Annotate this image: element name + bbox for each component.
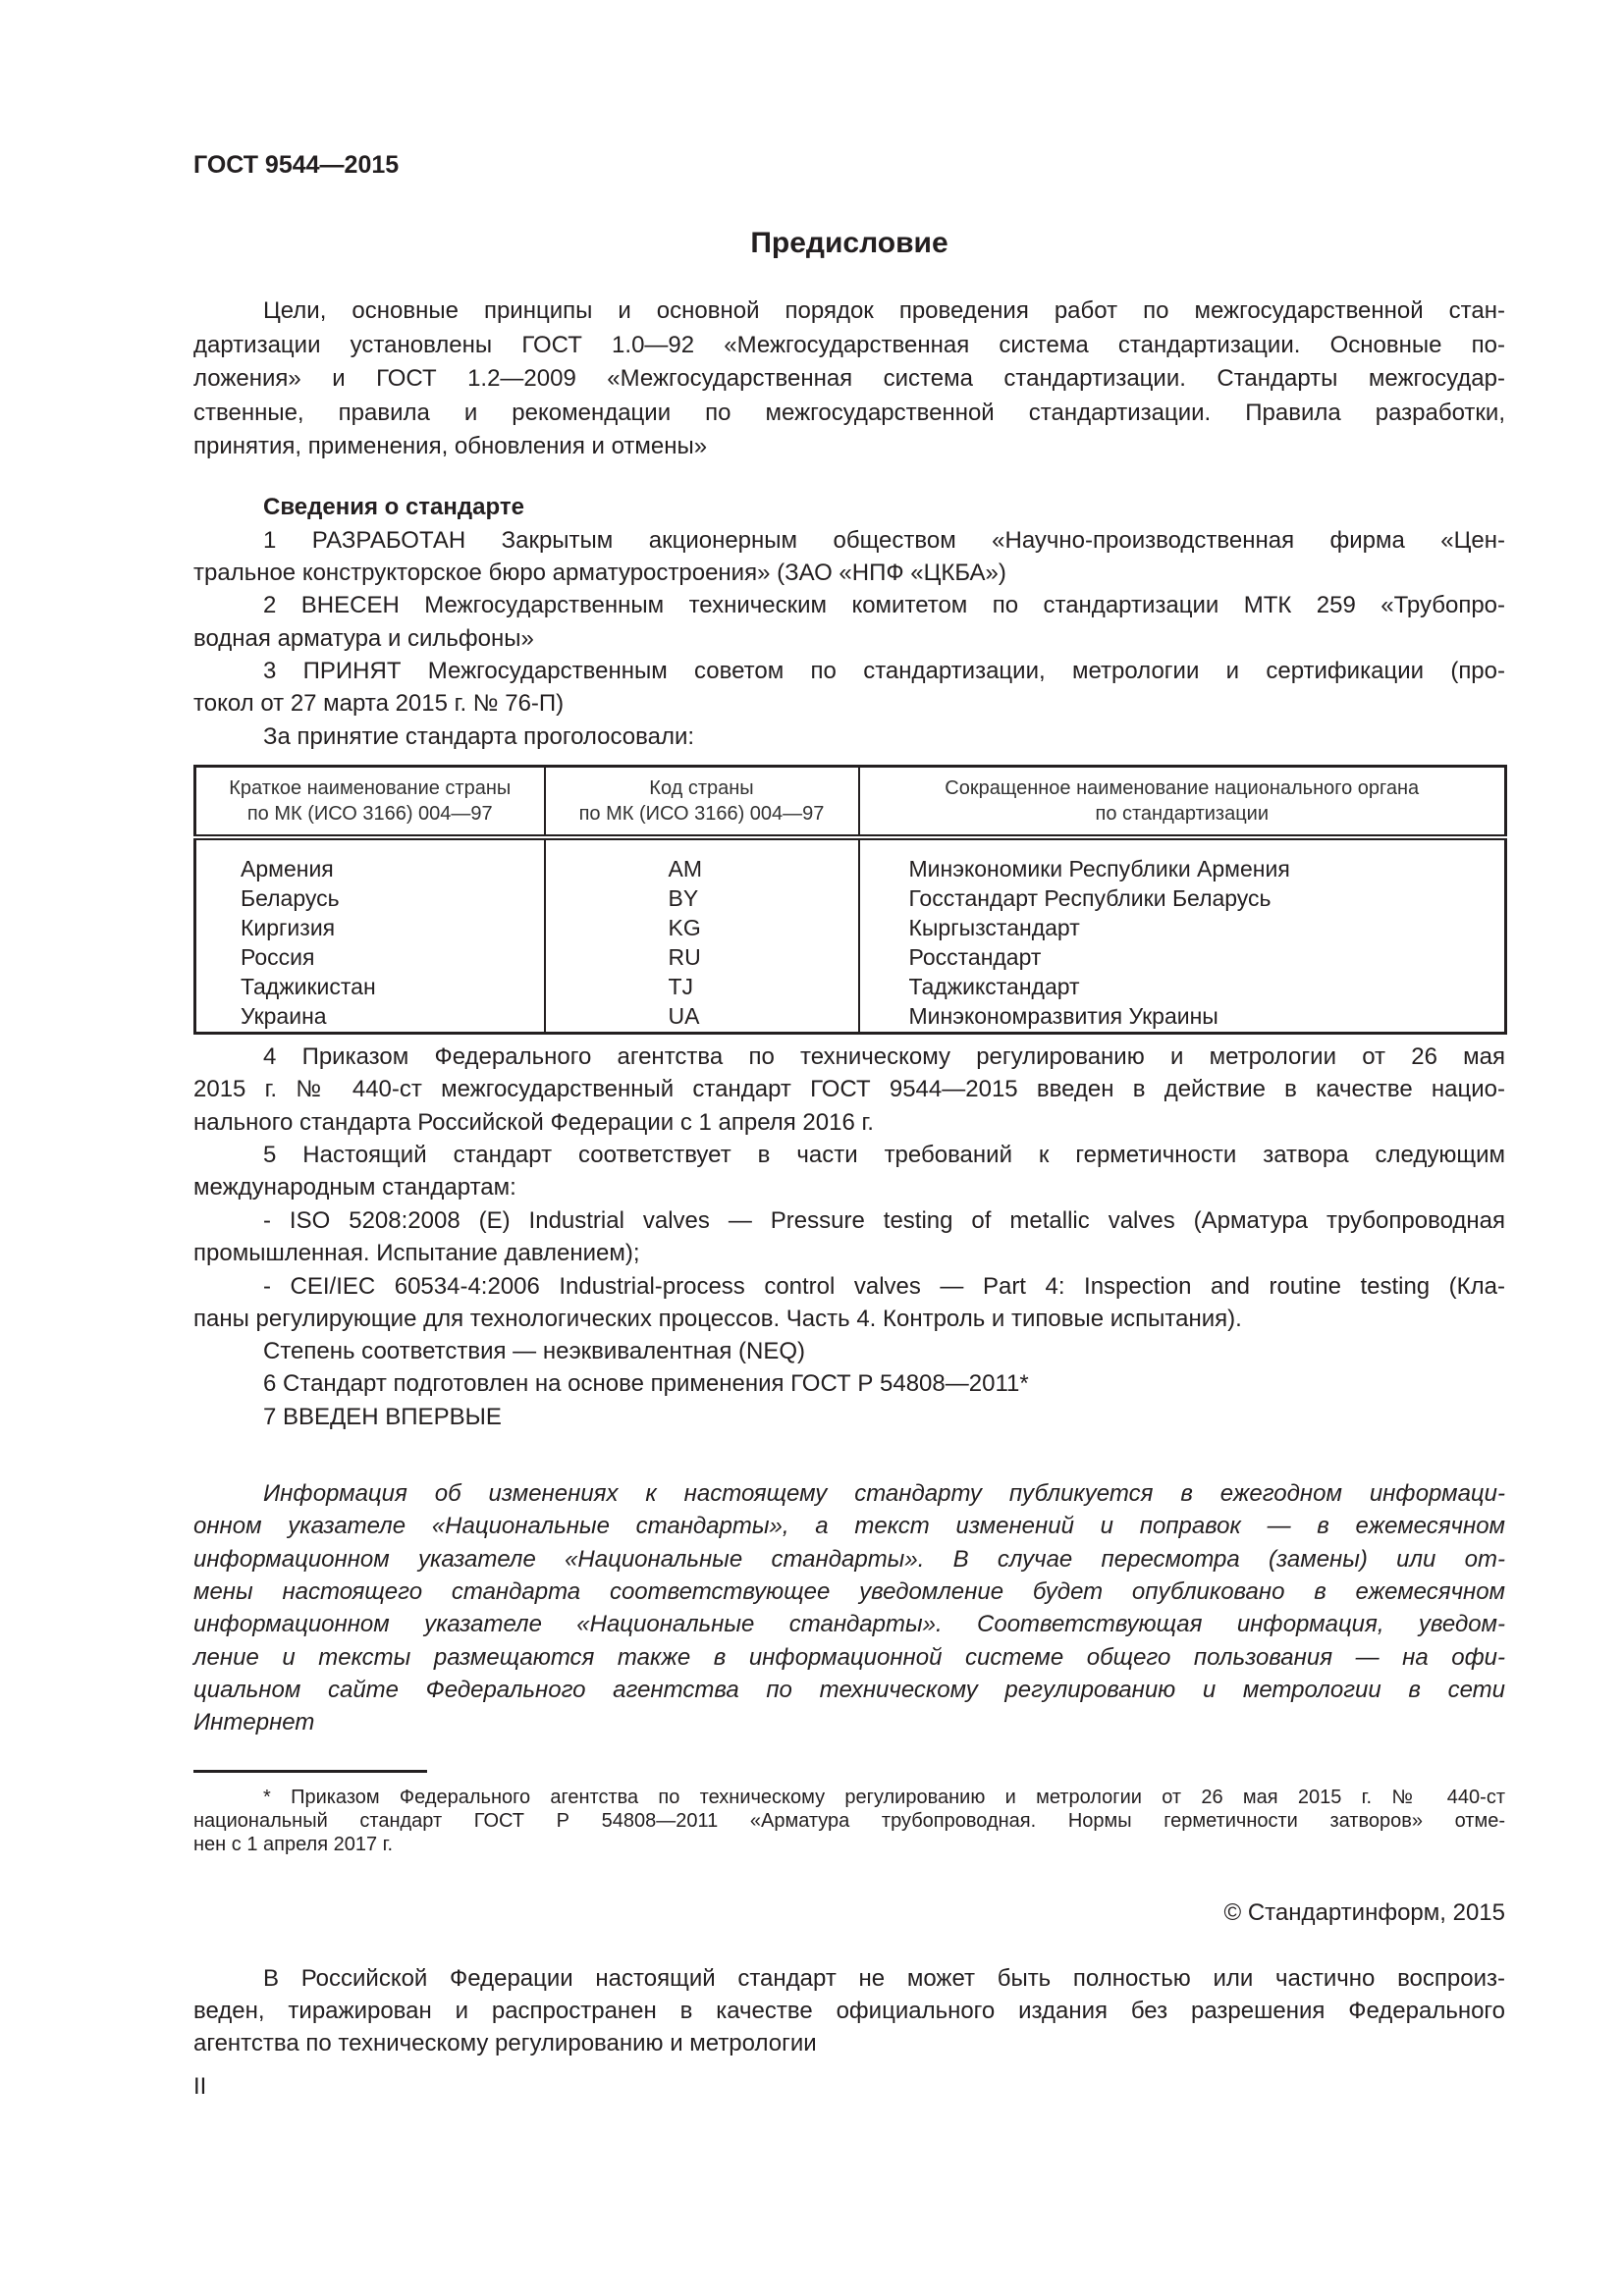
text-line: нального стандарта Российской Федерации с 1 апреля 2016 г. xyxy=(193,1109,874,1136)
text-line: веден, тиражирован и распространен в качестве официального издания без разрешения Федерального xyxy=(193,1998,1505,2024)
page-title: Предисловие xyxy=(750,227,948,259)
copyright: © Стандартинформ, 2015 xyxy=(1223,1899,1505,1926)
table-cell: Армения xyxy=(241,856,334,881)
table-cell: Госстандарт Республики Беларусь xyxy=(908,885,1272,911)
text-line: Степень соответствия — неэквивалентная (NEQ) xyxy=(263,1338,806,1364)
text-line: 1 РАЗРАБОТАН Закрытым акционерным обществом «Научно-производственная фирма «Цен- xyxy=(263,527,1505,554)
voting-countries-table xyxy=(193,765,1507,1035)
table-cell: Россия xyxy=(241,944,315,970)
text-line: ление и тексты размещаются также в информационной системе общего пользования — на офи- xyxy=(193,1644,1505,1671)
text-line: тральное конструкторское бюро арматуростроения» (ЗАО «НПФ «ЦКБА») xyxy=(193,560,1006,586)
table-cell: AM xyxy=(668,856,702,881)
text-line: информационном указателе «Национальные стандарты». В случае пересмотра (замены) или от- xyxy=(193,1546,1505,1573)
table-cell: Минэкономики Республики Армения xyxy=(908,856,1290,881)
column-header-code: Код страны по МК (ИСО 3166) 004—97 xyxy=(545,767,859,838)
text-line: В Российской Федерации настоящий стандарт не может быть полностью или частично воспроиз- xyxy=(263,1965,1505,1992)
text-line: паны регулирующие для технологических процессов. Часть 4. Контроль и типовые испытания). xyxy=(193,1306,1242,1332)
text-line: дартизации установлены ГОСТ 1.0—92 «Межгосударственная система стандартизации. Основные по- xyxy=(193,332,1505,358)
text-line: 2 ВНЕСЕН Межгосударственным техническим комитетом по стандартизации МТК 259 «Трубопро- xyxy=(263,592,1505,618)
text-line: международным стандартам: xyxy=(193,1174,516,1201)
text-line: национальный стандарт ГОСТ Р 54808—2011 «Арматура трубопроводная. Нормы герметичности затворов» отме- xyxy=(193,1810,1505,1832)
text-line: Цели, основные принципы и основной порядок проведения работ по межгосударственной стан- xyxy=(263,297,1505,324)
text-line: водная арматура и сильфоны» xyxy=(193,625,534,652)
text-line: токол от 27 марта 2015 г. № 76-П) xyxy=(193,690,565,717)
code-column xyxy=(545,837,859,1034)
table-cell: TJ xyxy=(668,974,694,999)
organ-column xyxy=(859,837,1506,1034)
document-header-code: ГОСТ 9544—2015 xyxy=(193,151,400,179)
table-cell: Минэкономразвития Украины xyxy=(908,1003,1218,1029)
column-header-organ: Сокращенное наименование национального органа по стандартизации xyxy=(859,767,1506,838)
table-cell: Кыргызстандарт xyxy=(908,915,1080,940)
text-line: 2015 г. № 440-ст межгосударственный стандарт ГОСТ 9544—2015 введен в действие в качестве нацио- xyxy=(193,1076,1505,1102)
country-column xyxy=(195,837,545,1034)
text-line: агентства по техническому регулированию и метрологии xyxy=(193,2030,817,2056)
table-cell: Таджикстандарт xyxy=(908,974,1080,999)
table-header-row xyxy=(195,767,1506,838)
table-cell: BY xyxy=(668,885,699,911)
text-line: промышленная. Испытание давлением); xyxy=(193,1240,640,1266)
text-line: 3 ПРИНЯТ Межгосударственным советом по стандартизации, метрологии и сертификации (про- xyxy=(263,658,1505,684)
text-line: Информация об изменениях к настоящему стандарту публикуется в ежегодном информаци- xyxy=(263,1480,1505,1507)
text-line: циальном сайте Федерального агентства по техническому регулированию и метрологии в сети xyxy=(193,1677,1505,1703)
table-cell: RU xyxy=(668,944,701,970)
page-number: II xyxy=(193,2073,207,2100)
table-cell: Киргизия xyxy=(241,915,336,940)
text-line: 6 Стандарт подготовлен на основе применения ГОСТ Р 54808—2011* xyxy=(263,1370,1029,1397)
table-cell: KG xyxy=(668,915,701,940)
text-line: 5 Настоящий стандарт соответствует в части требований к герметичности затвора следующим xyxy=(263,1142,1505,1168)
text-line: 4 Приказом Федерального агентства по техническому регулированию и метрологии от 26 мая xyxy=(263,1043,1505,1070)
text-line: ложения» и ГОСТ 1.2—2009 «Межгосударственная система стандартизации. Стандарты межгосудар- xyxy=(193,365,1505,392)
text-line: 7 ВВЕДЕН ВПЕРВЫЕ xyxy=(263,1404,502,1430)
table-cell: Росстандарт xyxy=(908,944,1042,970)
text-line: информационном указателе «Национальные стандарты». Соответствующая информация, уведом- xyxy=(193,1611,1505,1637)
table-cell: Беларусь xyxy=(241,885,340,911)
text-line: - CEI/IEC 60534-4:2006 Industrial-process control valves — Part 4: Inspection and routine testing (Кла- xyxy=(263,1273,1505,1300)
table-cell: Таджикистан xyxy=(241,974,376,999)
text-line: - ISO 5208:2008 (E) Industrial valves — Pressure testing of metallic valves (Арматура трубопроводная xyxy=(263,1207,1505,1234)
table-cell: Украина xyxy=(241,1003,327,1029)
text-line: * Приказом Федерального агентства по техническому регулированию и метрологии от 26 мая 2015 г. № 440-ст xyxy=(263,1787,1505,1808)
text-line: нен с 1 апреля 2017 г. xyxy=(193,1834,394,1855)
text-line: Интернет xyxy=(193,1709,315,1735)
table-cell: UA xyxy=(668,1003,700,1029)
column-header-country: Краткое наименование страны по МК (ИСО 3166) 004—97 xyxy=(229,777,512,825)
section-heading: Сведения о стандарте xyxy=(263,494,524,520)
text-line: ственные, правила и рекомендации по межгосударственной стандартизации. Правила разработки, xyxy=(193,400,1505,426)
text-line: принятия, применения, обновления и отмены» xyxy=(193,433,708,459)
table-body xyxy=(195,837,1506,1034)
text-line: За принятие стандарта проголосовали: xyxy=(263,723,695,750)
text-line: онном указателе «Национальные стандарты», а текст изменений и поправок — в ежемесячном xyxy=(193,1513,1505,1539)
text-line: мены настоящего стандарта соответствующее уведомление будет опубликовано в ежемесячном xyxy=(193,1578,1505,1605)
footnote-divider xyxy=(193,1770,427,1773)
